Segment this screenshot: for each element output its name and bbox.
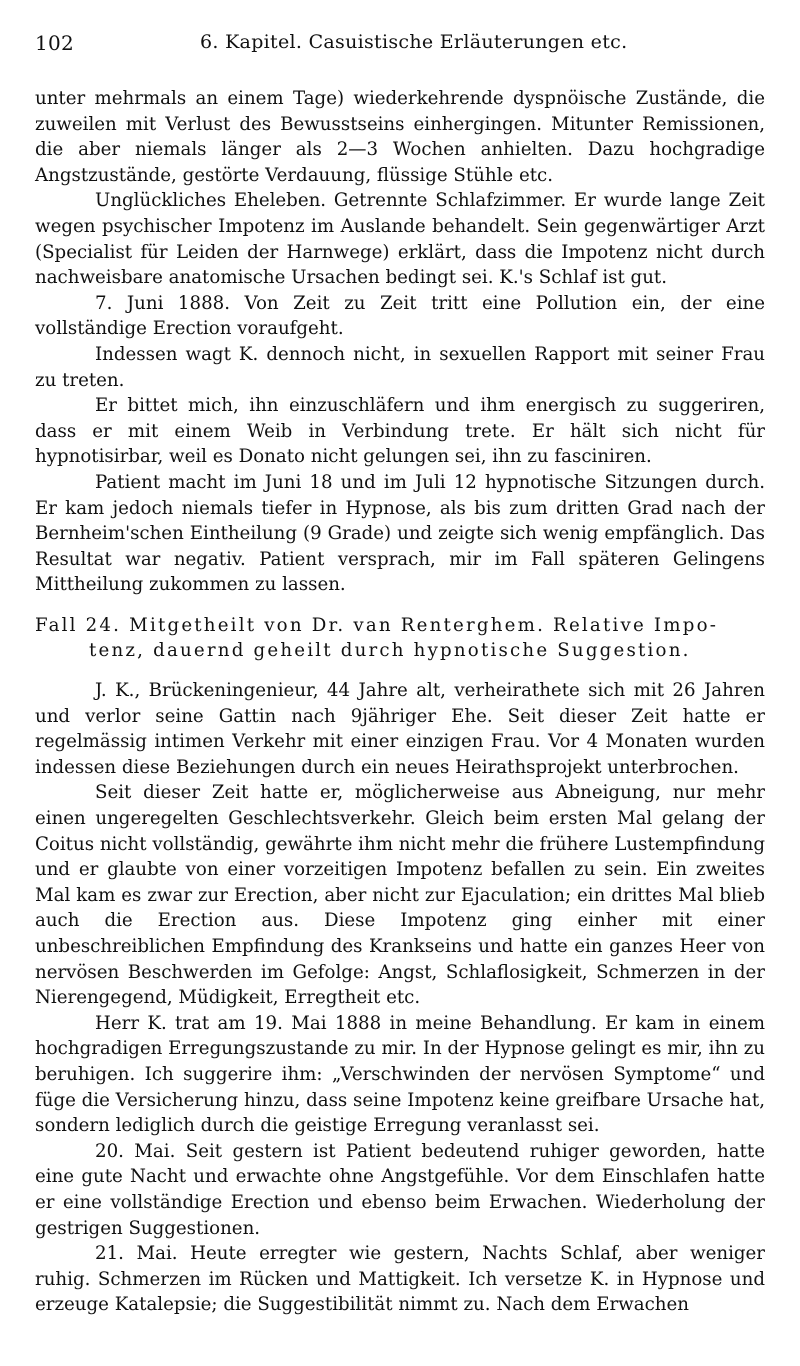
paragraph: Patient macht im Juni 18 und im Juli 12 hypnotische Sitzungen durch. Er kam jedoch niemals tiefer in Hypnose, als bis zum dritten Grad nach der Bernheim'schen Eintheilung (9 Grade) und zeigte sich wenig empfänglich. Das Resultat war negativ. Patient versprach, mir im Fall späteren Gelingens Mittheilung zukommen zu lassen.: [35, 471, 765, 596]
paragraph: J. K., Brückeningenieur, 44 Jahre alt, verheirathete sich mit 26 Jahren und verlor seine Gattin nach 9jähriger Ehe. Seit dieser Zeit hatte er regelmässig intimen Verkehr mit einer einzigen Frau. Vor 4 Monaten wurden indessen diese Beziehungen durch ein neues Heirathsprojekt unterbrochen.: [35, 680, 765, 778]
case-heading-line-1: Fall 24. Mitgetheilt von Dr. van Renterghem. Relative Impo-: [35, 614, 719, 636]
paragraph: Unglückliches Eheleben. Getrennte Schlafzimmer. Er wurde lange Zeit wegen psychischer Impotenz im Auslande behandelt. Sein gegenwärtiger Arzt (Specialist für Leiden der Harnwege) erklärt, dass die Impotenz nicht durch nachweisbare anatomische Ursachen bedingt sei. K.'s Schlaf ist gut.: [35, 190, 765, 289]
paragraph: Indessen wagt K. dennoch nicht, in sexuellen Rapport mit seiner Frau zu treten.: [35, 343, 765, 391]
paragraph: unter mehrmals an einem Tage) wiederkehrende dyspnöische Zustände, die zuweilen mit Verlust des Bewusstseins einhergingen. Mitunter Remissionen, die aber niemals länger als 2—3 Wochen anhielten. Dazu hochgradige Angstzustände, gestörte Verdauung, flüssige Stühle etc.: [35, 88, 765, 186]
paragraph: 20. Mai. Seit gestern ist Patient bedeutend ruhiger geworden, hatte eine gute Nacht und erwachte ohne Angstgefühle. Vor dem Einschlafen hatte er eine vollständige Erection und ebenso beim Erwachen. Wiederholung der gestrigen Suggestionen.: [35, 1140, 765, 1239]
page-number: 102: [35, 31, 75, 55]
paragraph: Seit dieser Zeit hatte er, möglicherweise aus Abneigung, nur mehr einen ungeregelten Geschlechtsverkehr. Gleich beim ersten Mal gelang der Coitus nicht vollständig, gewährte ihm nicht mehr die frühere Lustempfindung und er glaubte von einer vorzeitigen Impotenz befallen zu sein. Ein zweites Mal kam es zwar zur Erection, aber nicht zur Ejaculation; ein drittes Mal blieb auch die Erection aus. Diese Impotenz ging einher mit einer unbeschreiblichen Empfindung des Krankseins und hatte ein ganzes Heer von nervösen Beschwerden im Gefolge: Angst, Schlaflosigkeit, Schmerzen in der Nierengegend, Müdigkeit, Erregtheit etc.: [35, 782, 765, 1009]
case-heading: [35, 613, 765, 664]
case-heading-line-2: tenz, dauernd geheilt durch hypnotische Suggestion.: [89, 640, 691, 662]
paragraph: 21. Mai. Heute erregter wie gestern, Nachts Schlaf, aber weniger ruhig. Schmerzen im Rücken und Mattigkeit. Ich versetze K. in Hypnose und erzeuge Katalepsie; die Suggestibilität nimmt zu. Nach dem Erwachen: [35, 1243, 765, 1316]
body-text: [35, 86, 765, 1318]
paragraph: 7. Juni 1888. Von Zeit zu Zeit tritt eine Pollution ein, der eine vollständige Erection voraufgeht.: [35, 292, 765, 340]
running-title: 6. Kapitel. Casuistische Erläuterungen etc.: [200, 31, 628, 53]
page-header: [35, 31, 765, 61]
paragraph: Er bittet mich, ihn einzuschläfern und ihm energisch zu suggeriren, dass er mit einem Weib in Verbindung trete. Er hält sich nicht für hypnotisirbar, weil es Donato nicht gelungen sei, ihn zu fasciniren.: [35, 395, 765, 468]
paragraph: Herr K. trat am 19. Mai 1888 in meine Behandlung. Er kam in einem hochgradigen Erregungszustande zu mir. In der Hypnose gelingt es mir, ihn zu beruhigen. Ich suggerire ihm: „Verschwinden der nervösen Symptome“ und füge die Versicherung hinzu, dass seine Impotenz keine greifbare Ursache hat, sondern lediglich durch die geistige Erregung veranlasst sei.: [35, 1012, 765, 1137]
